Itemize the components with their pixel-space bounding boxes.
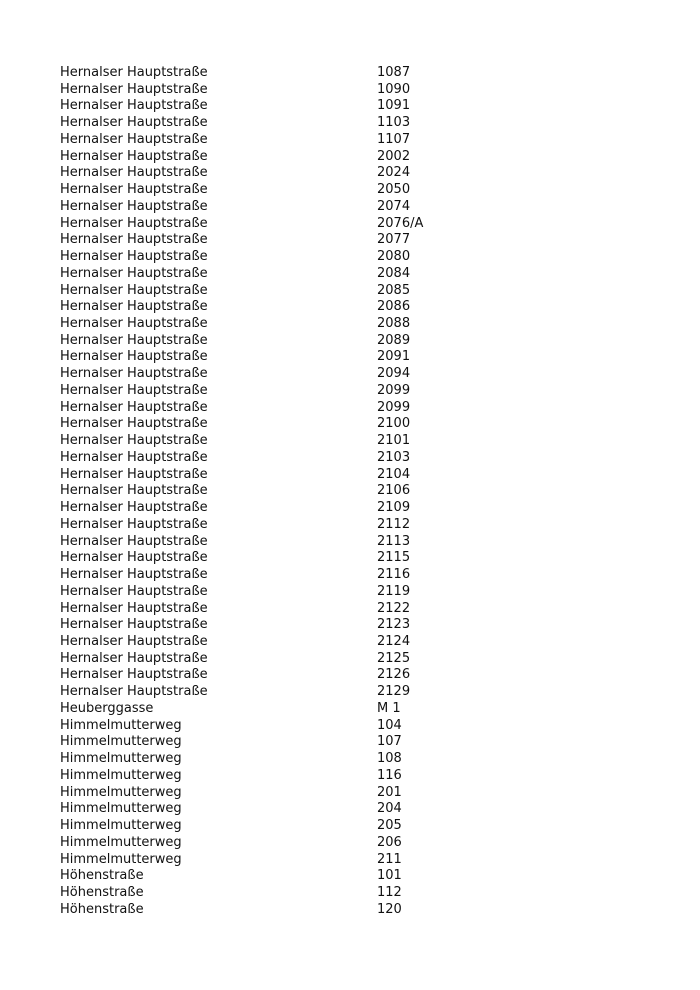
street-name: Hernalser Hauptstraße xyxy=(60,466,208,482)
street-name: Hernalser Hauptstraße xyxy=(60,583,208,599)
house-number: 2074 xyxy=(377,198,411,214)
street-name: Hernalser Hauptstraße xyxy=(60,500,208,516)
table-row xyxy=(60,98,460,115)
street-name: Hernalser Hauptstraße xyxy=(60,399,208,415)
house-number: 2088 xyxy=(377,316,411,332)
table-row xyxy=(60,801,460,818)
street-name: Höhenstraße xyxy=(60,901,144,917)
house-number: 2091 xyxy=(377,349,411,365)
table-row xyxy=(60,483,460,500)
house-number: 2094 xyxy=(377,366,411,382)
house-number: 2106 xyxy=(377,483,411,499)
street-name: Himmelmutterweg xyxy=(60,851,182,867)
street-name: Höhenstraße xyxy=(60,884,144,900)
street-name: Hernalser Hauptstraße xyxy=(60,433,208,449)
table-row xyxy=(60,818,460,835)
table-row xyxy=(60,701,460,718)
street-name: Himmelmutterweg xyxy=(60,818,182,834)
house-number: 2129 xyxy=(377,684,411,700)
street-name: Hernalser Hauptstraße xyxy=(60,249,208,265)
house-number: 2112 xyxy=(377,516,411,532)
street-name: Hernalser Hauptstraße xyxy=(60,131,208,147)
table-row xyxy=(60,567,460,584)
table-row xyxy=(60,182,460,199)
house-number: 104 xyxy=(377,717,402,733)
table-row xyxy=(60,333,460,350)
street-name: Hernalser Hauptstraße xyxy=(60,416,208,432)
house-number: 1107 xyxy=(377,131,411,147)
house-number: 112 xyxy=(377,884,402,900)
table-row xyxy=(60,299,460,316)
street-name: Himmelmutterweg xyxy=(60,784,182,800)
table-row xyxy=(60,349,460,366)
house-number: 2103 xyxy=(377,449,411,465)
house-number: 2124 xyxy=(377,633,411,649)
address-table xyxy=(60,65,460,918)
table-row xyxy=(60,165,460,182)
street-name: Hernalser Hauptstraße xyxy=(60,299,208,315)
table-row xyxy=(60,651,460,668)
house-number: 2115 xyxy=(377,550,411,566)
street-name: Hernalser Hauptstraße xyxy=(60,115,208,131)
house-number: 108 xyxy=(377,751,402,767)
house-number: 1087 xyxy=(377,65,411,80)
table-row xyxy=(60,82,460,99)
street-name: Hernalser Hauptstraße xyxy=(60,198,208,214)
street-name: Hernalser Hauptstraße xyxy=(60,533,208,549)
house-number: 107 xyxy=(377,734,402,750)
table-row xyxy=(60,584,460,601)
house-number: 2076/A xyxy=(377,215,424,231)
street-name: Hernalser Hauptstraße xyxy=(60,282,208,298)
table-row xyxy=(60,852,460,869)
table-row xyxy=(60,617,460,634)
house-number: 1103 xyxy=(377,115,411,131)
street-name: Heuberggasse xyxy=(60,700,154,716)
street-name: Himmelmutterweg xyxy=(60,751,182,767)
street-name: Hernalser Hauptstraße xyxy=(60,516,208,532)
table-row xyxy=(60,667,460,684)
street-name: Hernalser Hauptstraße xyxy=(60,232,208,248)
house-number: 2101 xyxy=(377,433,411,449)
house-number: 205 xyxy=(377,818,402,834)
house-number: 2084 xyxy=(377,265,411,281)
street-name: Hernalser Hauptstraße xyxy=(60,332,208,348)
house-number: 2100 xyxy=(377,416,411,432)
street-name: Hernalser Hauptstraße xyxy=(60,617,208,633)
house-number: 2089 xyxy=(377,332,411,348)
house-number: 2002 xyxy=(377,148,411,164)
table-row xyxy=(60,500,460,517)
street-name: Höhenstraße xyxy=(60,868,144,884)
house-number: 2113 xyxy=(377,533,411,549)
street-name: Hernalser Hauptstraße xyxy=(60,550,208,566)
house-number: 2024 xyxy=(377,165,411,181)
street-name: Hernalser Hauptstraße xyxy=(60,633,208,649)
house-number: 2099 xyxy=(377,399,411,415)
table-row xyxy=(60,751,460,768)
house-number: 2099 xyxy=(377,382,411,398)
street-name: Hernalser Hauptstraße xyxy=(60,650,208,666)
house-number: 2122 xyxy=(377,600,411,616)
street-name: Hernalser Hauptstraße xyxy=(60,215,208,231)
street-name: Hernalser Hauptstraße xyxy=(60,316,208,332)
street-name: Himmelmutterweg xyxy=(60,767,182,783)
street-name: Himmelmutterweg xyxy=(60,734,182,750)
table-row xyxy=(60,216,460,233)
table-row xyxy=(60,634,460,651)
table-row xyxy=(60,199,460,216)
street-name: Hernalser Hauptstraße xyxy=(60,98,208,114)
table-row xyxy=(60,416,460,433)
table-row xyxy=(60,316,460,333)
table-row xyxy=(60,65,460,82)
table-row xyxy=(60,785,460,802)
street-name: Hernalser Hauptstraße xyxy=(60,449,208,465)
street-name: Hernalser Hauptstraße xyxy=(60,148,208,164)
house-number: 120 xyxy=(377,901,402,917)
street-name: Hernalser Hauptstraße xyxy=(60,65,208,80)
house-number: 2077 xyxy=(377,232,411,248)
street-name: Hernalser Hauptstraße xyxy=(60,382,208,398)
table-row xyxy=(60,768,460,785)
street-name: Hernalser Hauptstraße xyxy=(60,81,208,97)
house-number: 1090 xyxy=(377,81,411,97)
table-row xyxy=(60,115,460,132)
table-row xyxy=(60,734,460,751)
table-row xyxy=(60,433,460,450)
house-number: 2126 xyxy=(377,667,411,683)
street-name: Hernalser Hauptstraße xyxy=(60,600,208,616)
house-number: 2116 xyxy=(377,567,411,583)
table-row xyxy=(60,718,460,735)
table-row xyxy=(60,400,460,417)
house-number: 101 xyxy=(377,868,402,884)
table-row xyxy=(60,149,460,166)
table-row xyxy=(60,467,460,484)
table-row xyxy=(60,534,460,551)
table-row xyxy=(60,366,460,383)
house-number: 1091 xyxy=(377,98,411,114)
table-row xyxy=(60,601,460,618)
house-number: 2080 xyxy=(377,249,411,265)
house-number: M 1 xyxy=(377,700,401,716)
table-row xyxy=(60,885,460,902)
house-number: 211 xyxy=(377,851,402,867)
house-number: 2104 xyxy=(377,466,411,482)
street-name: Himmelmutterweg xyxy=(60,717,182,733)
table-row xyxy=(60,517,460,534)
house-number: 2123 xyxy=(377,617,411,633)
house-number: 2119 xyxy=(377,583,411,599)
street-name: Hernalser Hauptstraße xyxy=(60,366,208,382)
street-name: Hernalser Hauptstraße xyxy=(60,182,208,198)
street-name: Hernalser Hauptstraße xyxy=(60,165,208,181)
street-name: Himmelmutterweg xyxy=(60,801,182,817)
table-row xyxy=(60,450,460,467)
street-name: Himmelmutterweg xyxy=(60,834,182,850)
street-name: Hernalser Hauptstraße xyxy=(60,483,208,499)
table-row xyxy=(60,684,460,701)
street-name: Hernalser Hauptstraße xyxy=(60,349,208,365)
table-row xyxy=(60,550,460,567)
street-name: Hernalser Hauptstraße xyxy=(60,667,208,683)
table-row xyxy=(60,835,460,852)
table-row xyxy=(60,868,460,885)
table-row xyxy=(60,132,460,149)
house-number: 2050 xyxy=(377,182,411,198)
table-row xyxy=(60,283,460,300)
house-number: 2085 xyxy=(377,282,411,298)
house-number: 116 xyxy=(377,767,402,783)
table-row xyxy=(60,249,460,266)
house-number: 206 xyxy=(377,834,402,850)
table-row xyxy=(60,902,460,919)
table-row xyxy=(60,232,460,249)
house-number: 2125 xyxy=(377,650,411,666)
table-row xyxy=(60,383,460,400)
table-row xyxy=(60,266,460,283)
house-number: 201 xyxy=(377,784,402,800)
street-name: Hernalser Hauptstraße xyxy=(60,265,208,281)
house-number: 2086 xyxy=(377,299,411,315)
house-number: 204 xyxy=(377,801,402,817)
house-number: 2109 xyxy=(377,500,411,516)
street-name: Hernalser Hauptstraße xyxy=(60,567,208,583)
street-name: Hernalser Hauptstraße xyxy=(60,684,208,700)
